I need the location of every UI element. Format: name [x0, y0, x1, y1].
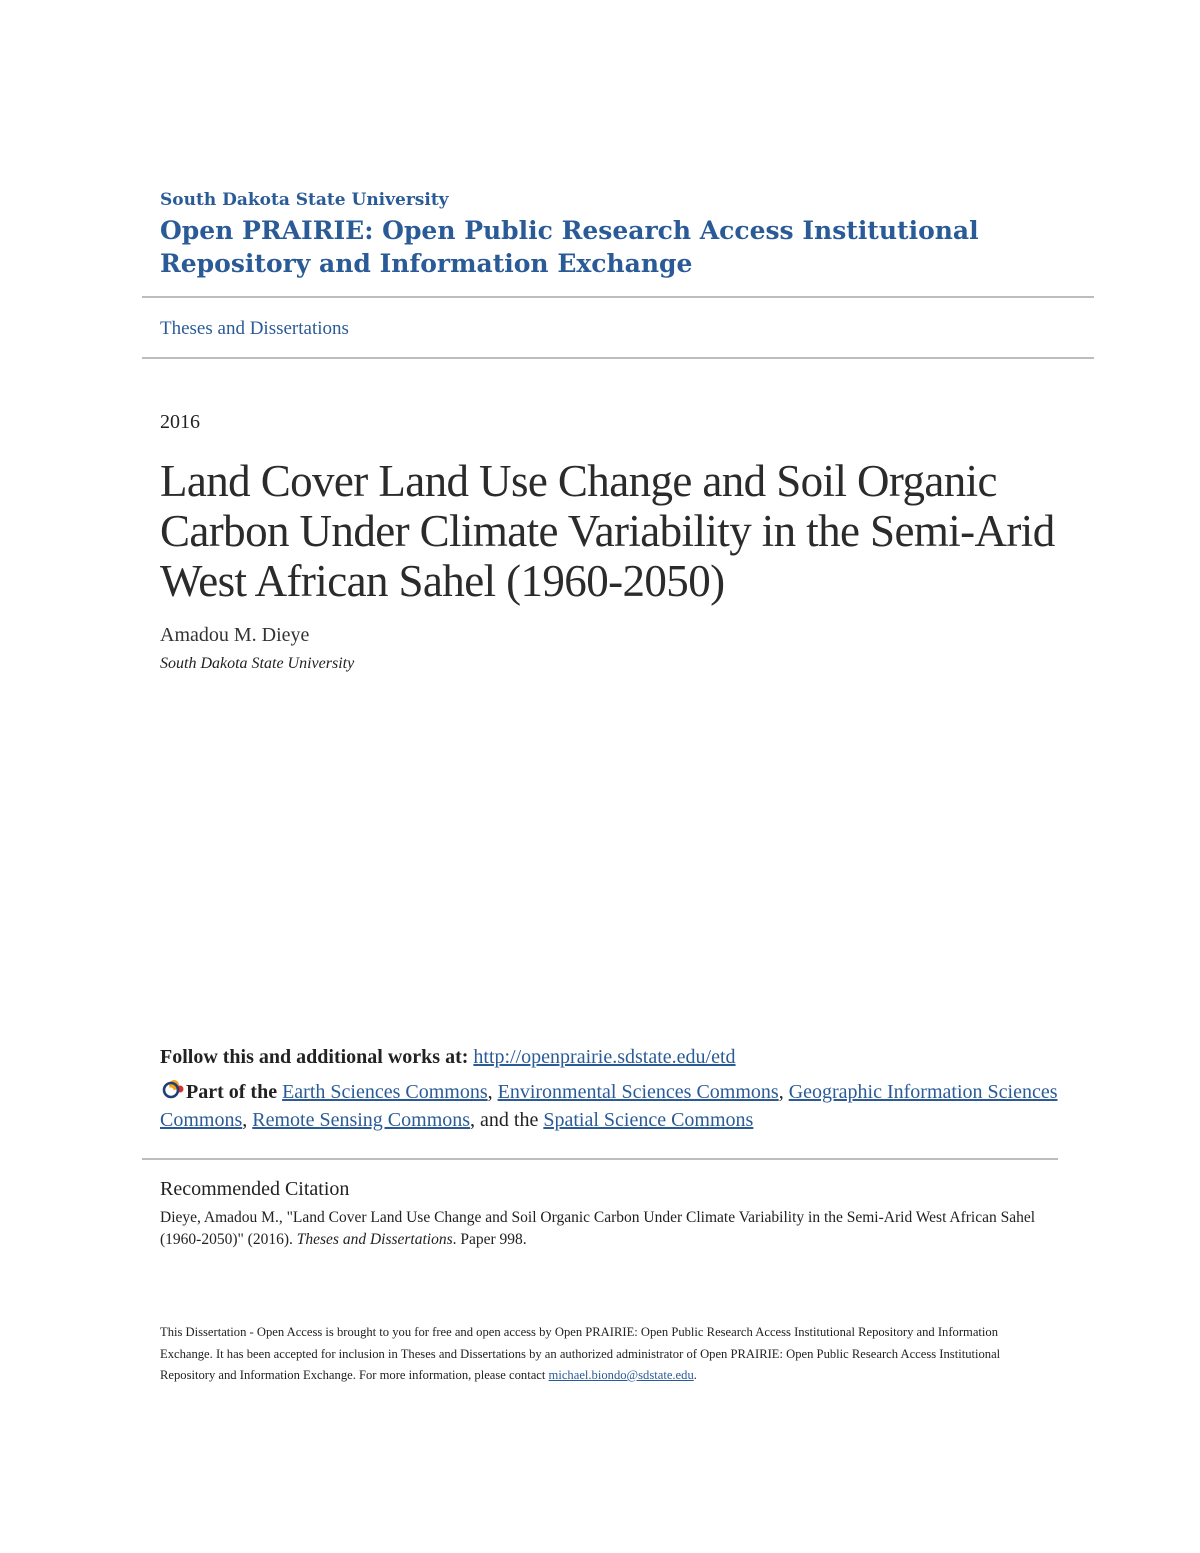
- author-name: Amadou M. Dieye: [160, 624, 310, 646]
- commons-separator: ,: [778, 1081, 789, 1103]
- collection-url-link[interactable]: http://openprairie.sdstate.edu/etd: [473, 1046, 736, 1068]
- citation-part2: . Paper 998.: [452, 1231, 527, 1248]
- repository-name[interactable]: Open PRAIRIE: Open Public Research Access Institutional Repository and Information Exchange: [160, 216, 979, 278]
- follow-label: Follow this and additional works at:: [160, 1046, 469, 1068]
- access-notice: [160, 1322, 1040, 1387]
- access-notice-text: This Dissertation - Open Access is brought to you for free and open access by Open PRAIRIE: Open Public Research Access Institutional Repository and Information Exchange. It has been accepted for inclusion in Theses and Dissertations by an authorized administrator of Open PRAIRIE: Open Public Research Access Institutional Repository and Information Exchange. For more information, please contact: [160, 1325, 1001, 1382]
- publication-year: 2016: [160, 411, 200, 433]
- citation-heading: Recommended Citation: [160, 1178, 350, 1200]
- access-notice-end: .: [693, 1368, 697, 1382]
- series-link[interactable]: Theses and Dissertations: [160, 318, 349, 339]
- author-affiliation: South Dakota State University: [160, 655, 355, 672]
- commons-link-environmental-sciences[interactable]: Environmental Sciences Commons: [497, 1081, 779, 1103]
- divider-series: [142, 357, 1094, 359]
- citation-series-italic: Theses and Dissertations: [296, 1231, 453, 1248]
- commons-separator: ,: [242, 1109, 253, 1131]
- citation-part1: Dieye, Amadou M., "Land Cover Land Use Change and Soil Organic Carbon Under Climate Variability in the Semi-Arid West African Sahel (1960-2050)" (2016).: [160, 1209, 1036, 1248]
- contact-email-link[interactable]: michael.biondo@sdstate.edu: [548, 1368, 694, 1382]
- commons-separator: , and the: [470, 1109, 544, 1131]
- part-of-commons: [160, 1078, 1060, 1134]
- commons-link-earth-sciences[interactable]: Earth Sciences Commons: [282, 1081, 488, 1103]
- commons-link-spatial-science[interactable]: Spatial Science Commons: [543, 1109, 754, 1131]
- follow-line: [160, 1046, 736, 1069]
- university-name[interactable]: South Dakota State University: [160, 190, 449, 210]
- divider-top: [142, 296, 1094, 298]
- part-of-label: Part of the: [186, 1081, 278, 1103]
- divider-citation: [142, 1158, 1058, 1160]
- citation-text: [160, 1207, 1050, 1251]
- commons-separator: ,: [487, 1081, 498, 1103]
- digital-commons-network-icon: [160, 1078, 184, 1100]
- commons-link-geographic-information-sciences[interactable]: Geographic Information Sciences Commons: [160, 1081, 1058, 1131]
- commons-link-remote-sensing[interactable]: Remote Sensing Commons: [252, 1109, 471, 1131]
- document-title: Land Cover Land Use Change and Soil Organic Carbon Under Climate Variability in the Semi-Arid West African Sahel (1960-2050): [160, 456, 1055, 606]
